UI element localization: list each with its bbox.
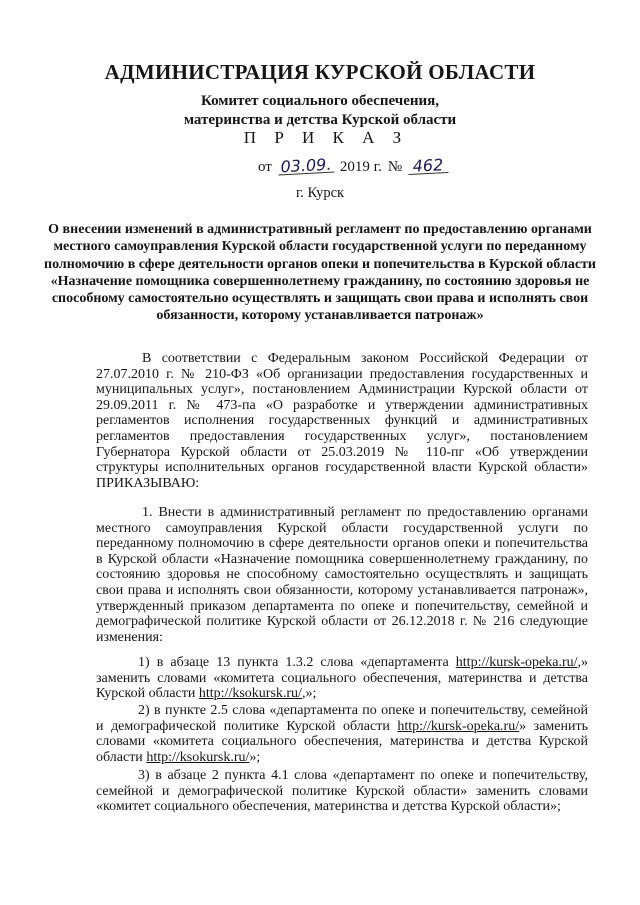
- committee-name: [0, 92, 640, 130]
- subitem-3-paragraph: 3) в абзаце 2 пункта 4.1 слова «департамент по опеке и попечительству, семейной и демографической политике Курской области» заменить словами «комитет социального обеспечения, материнства и детства Курской области»;: [96, 768, 588, 815]
- item-1-paragraph: 1. Внести в административный регламент по предоставлению органами местного самоуправления Курской области государственной услуги по переданному полномочию в сфере деятельности органов опеки и попечительства в Курской области «Назначение помощника совершеннолетнему гражданину, по состоянию здоровья не способному самостоятельно осуществлять и защищать свои права и исполнять свои обязанности, которому устанавливается патронаж», утвержденный приказом департамента по опеке и попечительству, семейной и демографической политике Курской области от 26.12.2018 г. № 216 следующие изменения:: [96, 505, 588, 645]
- subitem-1-text-a: 1) в абзаце 13 пункта 1.3.2 слова «департамента: [138, 655, 456, 670]
- organization-title: АДМИНИСТРАЦИЯ КУРСКОЙ ОБЛАСТИ: [104, 60, 536, 84]
- subitem-1-text-b: ,» заменить словами «комитета социального обеспечения, материнства и детства Курской области: [96, 655, 588, 702]
- preamble-paragraph: В соответствии с Федеральным законом Российской Федерации от 27.07.2010 г. № 210-ФЗ «Об организации предоставления государственных и муниципальных услуг», постановлением Администрации Курской области от 29.09.2011 г. № 473-па «О разработке и утверждении административных регламентов исполнения государственных функций и административных регламентов предоставления государственных услуг», постановлением Губернатора Курской области от 25.03.2019 № 110-пг «Об утверждении структуры исполнительных органов государственной власти Курской области» ПРИКАЗЫВАЮ:: [96, 351, 588, 491]
- link-kursk-opeka[interactable]: http://kursk-opeka.ru/: [397, 718, 520, 734]
- subitem-2-text-c: »;: [249, 749, 261, 765]
- handwritten-date: 03.09.: [277, 157, 334, 176]
- subitem-1-text-c: ,»;: [301, 686, 317, 702]
- number-label: №: [387, 159, 403, 175]
- subitem-2-text-b: » заменить словами «комитета социального обеспечения, материнства и детства Курской области: [96, 718, 588, 765]
- link-ksokursk[interactable]: http://ksokursk.ru/: [146, 749, 250, 765]
- committee-line-2: материнства и детства Курской области: [183, 112, 457, 128]
- subitem-1-paragraph: [96, 655, 588, 702]
- handwritten-order-number: 462: [408, 157, 449, 175]
- order-date-line: [258, 154, 448, 177]
- link-ksokursk[interactable]: http://ksokursk.ru/: [198, 686, 302, 702]
- order-subject-heading: О внесении изменений в административный регламент по предоставлению органами местного самоуправления Курской области государственной услуги по переданному полномочию в сфере деятельности органов опеки и попечительства в Курской области «Назначение помощника совершеннолетнему гражданину, по состоянию здоровья не способному самостоятельно осуществлять и защищать свои права и исполнять свои обязанности, которому устанавливается патронаж»: [44, 222, 596, 324]
- date-year: 2019 г.: [339, 159, 382, 175]
- committee-line-1: Комитет социального обеспечения,: [200, 93, 440, 109]
- subitem-2-text-a: 2) в пункте 2.5 слова «департамента по опеке и попечительству, семейной и демографической политике Курской области: [96, 703, 588, 734]
- city-line: г. Курск: [295, 185, 345, 201]
- link-kursk-opeka[interactable]: http://kursk-opeka.ru/: [455, 655, 578, 670]
- date-prefix: от: [258, 159, 272, 175]
- subitem-2-paragraph: [96, 703, 588, 765]
- order-title: П Р И К А З: [243, 128, 409, 147]
